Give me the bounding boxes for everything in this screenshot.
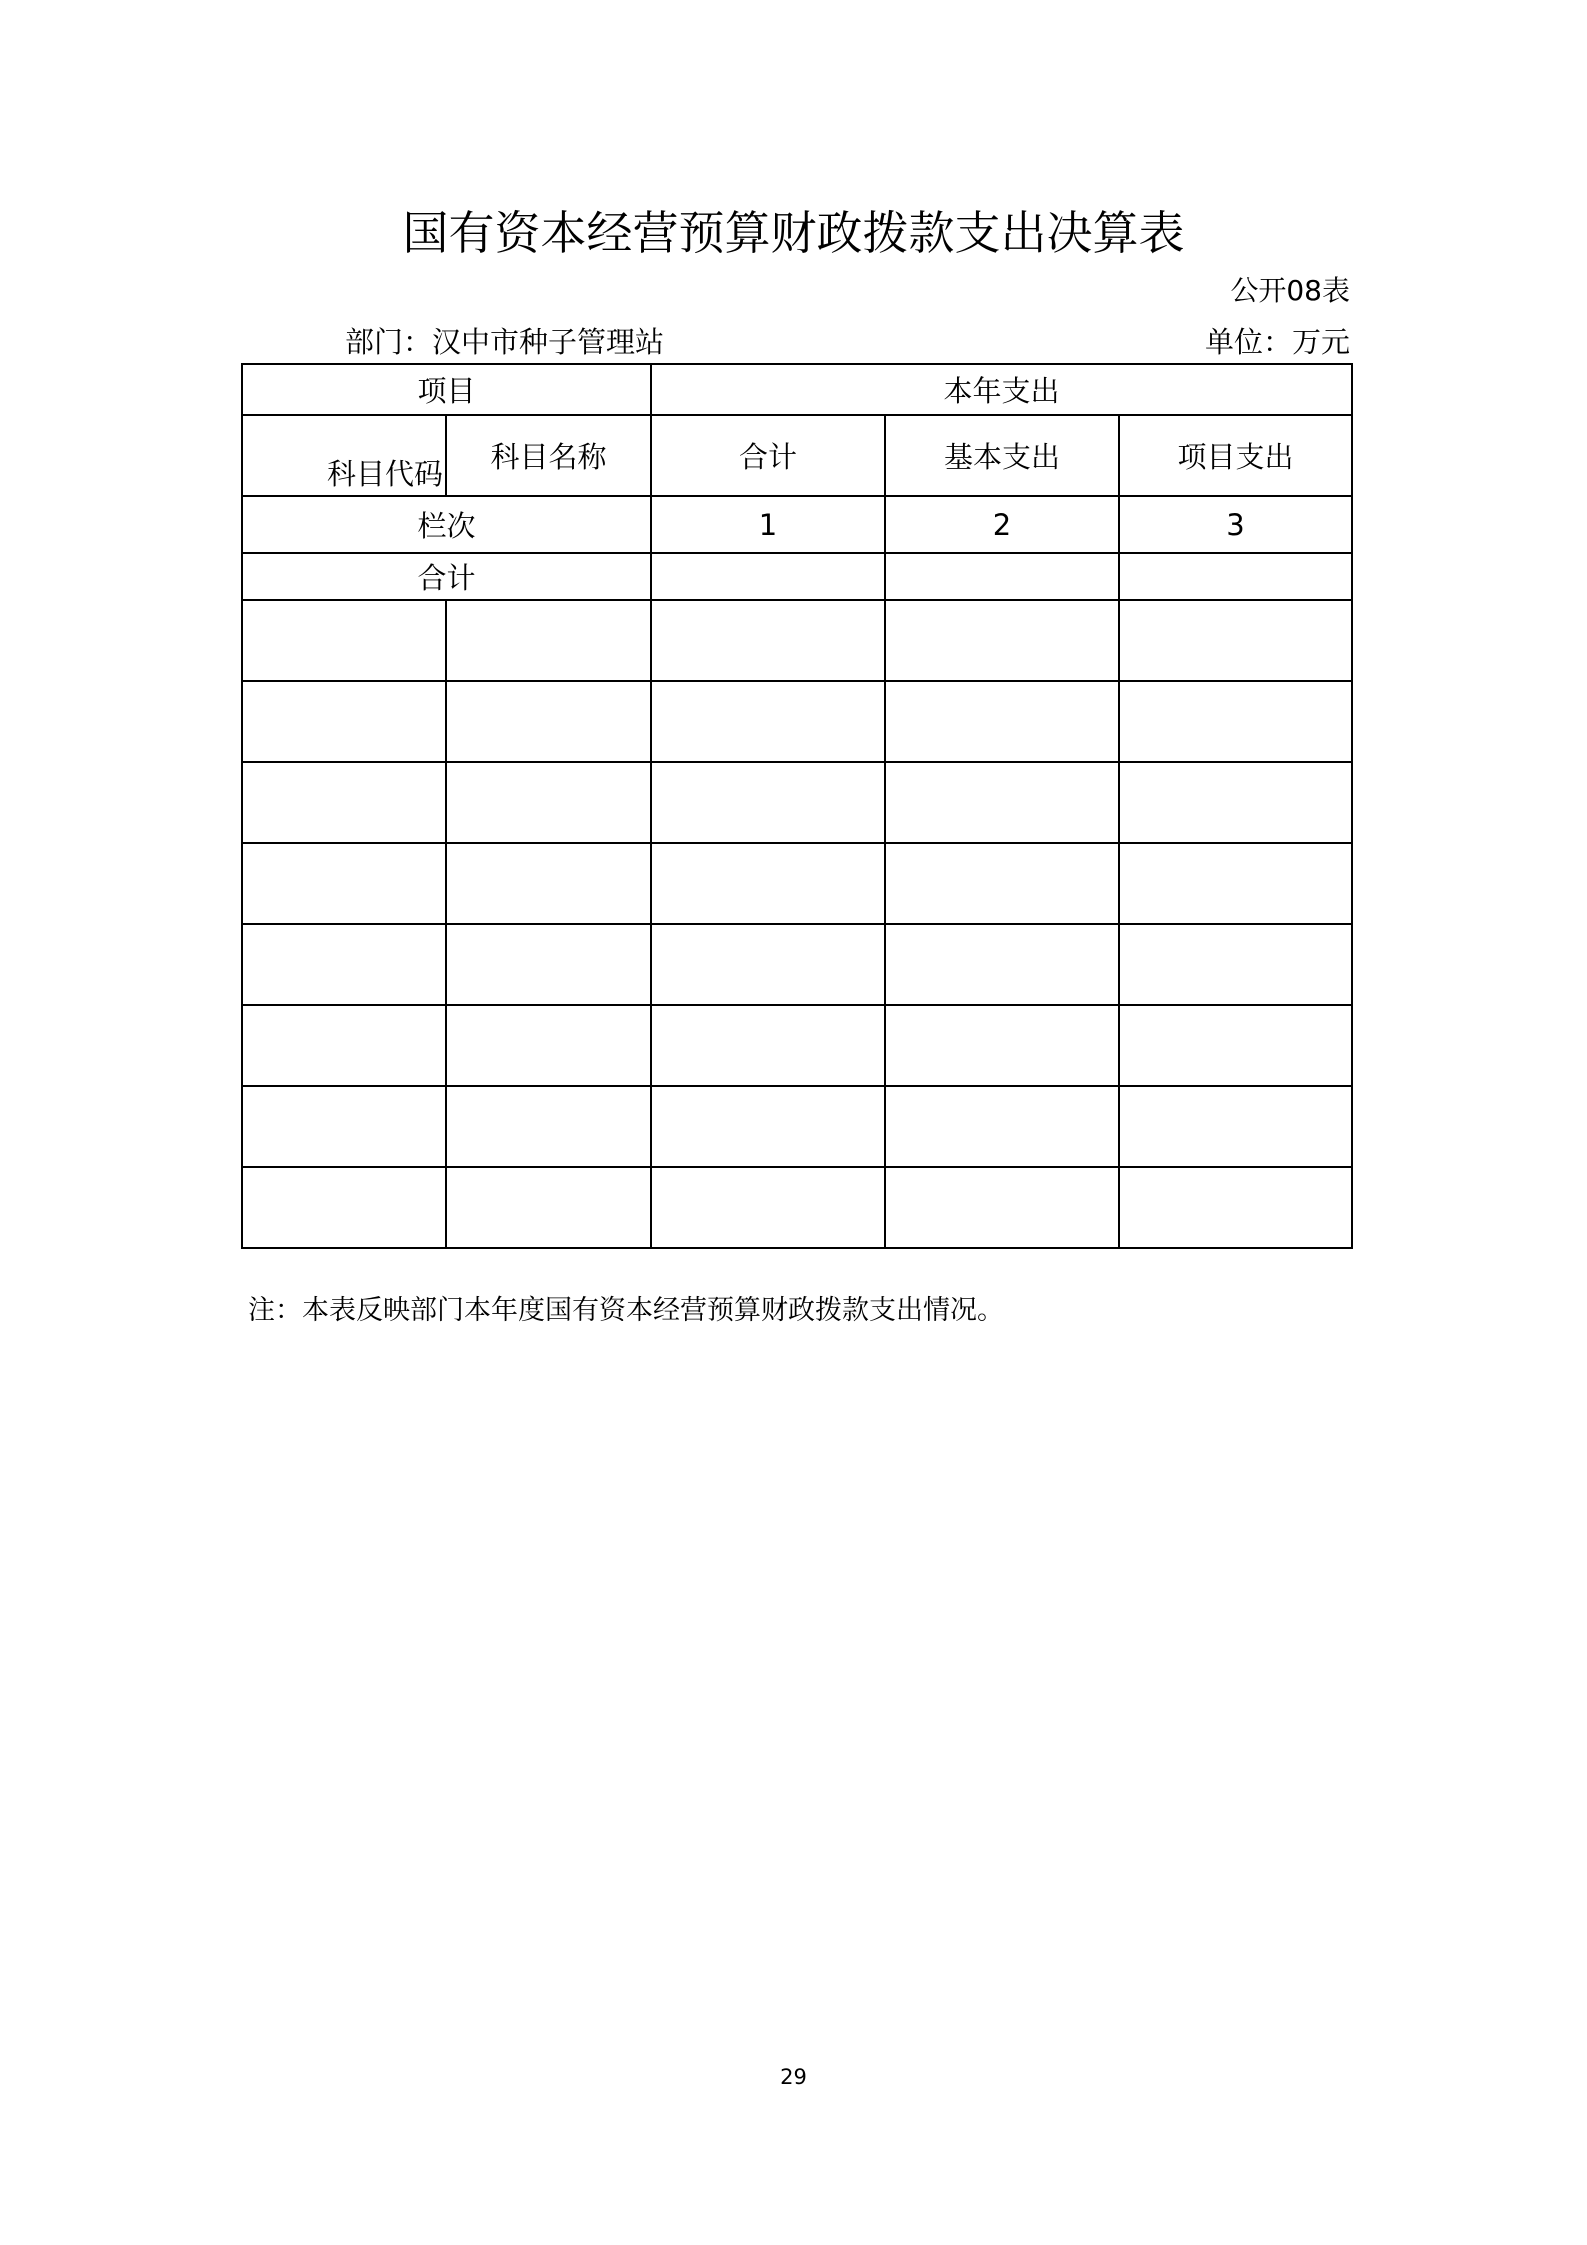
header-basic-expense: 基本支出 xyxy=(885,415,1119,496)
expenditure-table xyxy=(241,363,1353,1249)
table-cell xyxy=(1119,843,1352,924)
page-title: 国有资本经营预算财政拨款支出决算表 xyxy=(402,206,1185,260)
table-cell xyxy=(242,924,446,1005)
table-cell xyxy=(446,681,651,762)
table-cell xyxy=(242,600,446,681)
table-cell xyxy=(1119,1086,1352,1167)
table-cell xyxy=(242,843,446,924)
table-cell xyxy=(885,681,1119,762)
table-cell xyxy=(242,1005,446,1086)
header-project-expense: 项目支出 xyxy=(1119,415,1352,496)
table-cell xyxy=(885,600,1119,681)
total-cell xyxy=(885,553,1119,600)
unit-label: 单位：万元 xyxy=(1204,325,1350,359)
table-cell xyxy=(1119,1167,1352,1248)
header-total: 合计 xyxy=(651,415,885,496)
table-cell xyxy=(446,762,651,843)
index-3: 3 xyxy=(1119,496,1352,553)
table-cell xyxy=(651,762,885,843)
table-cell xyxy=(446,924,651,1005)
header-item: 项目 xyxy=(242,364,651,415)
table-cell xyxy=(1119,681,1352,762)
table-row xyxy=(242,1005,1352,1086)
table-cell xyxy=(651,1005,885,1086)
table-cell xyxy=(1119,600,1352,681)
table-cell xyxy=(1119,762,1352,843)
index-1: 1 xyxy=(651,496,885,553)
table-cell xyxy=(446,600,651,681)
table-cell xyxy=(1119,1005,1352,1086)
table-cell xyxy=(885,1005,1119,1086)
table-cell xyxy=(885,1086,1119,1167)
header-expense: 本年支出 xyxy=(651,364,1352,415)
index-row xyxy=(242,496,1352,553)
table-cell xyxy=(651,843,885,924)
header-row-1 xyxy=(242,364,1352,415)
table-cell xyxy=(242,681,446,762)
table-cell xyxy=(885,924,1119,1005)
index-label: 栏次 xyxy=(242,496,651,553)
form-number: 公开08表 xyxy=(1230,274,1350,307)
header-row-2 xyxy=(242,415,1352,496)
table-row xyxy=(242,681,1352,762)
subject-code-label: 科目代码 xyxy=(326,457,443,491)
table-cell xyxy=(446,843,651,924)
table-cell xyxy=(651,924,885,1005)
table-cell xyxy=(242,1086,446,1167)
table-cell xyxy=(446,1167,651,1248)
department-label: 部门：汉中市种子管理站 xyxy=(345,325,665,359)
index-2: 2 xyxy=(885,496,1119,553)
table-row xyxy=(242,1086,1352,1167)
header-subject-code xyxy=(242,415,446,496)
footnote: 注：本表反映部门本年度国有资本经营预算财政拨款支出情况。 xyxy=(248,1295,1004,1326)
table-cell xyxy=(885,1167,1119,1248)
table-cell xyxy=(242,1167,446,1248)
total-row xyxy=(242,553,1352,600)
table-row xyxy=(242,843,1352,924)
table-cell xyxy=(651,1167,885,1248)
table-cell xyxy=(885,762,1119,843)
table-row xyxy=(242,924,1352,1005)
table-row xyxy=(242,1167,1352,1248)
page-number: 29 xyxy=(780,2065,807,2089)
table-cell xyxy=(1119,924,1352,1005)
table-row xyxy=(242,600,1352,681)
total-label: 合计 xyxy=(242,553,651,600)
table-cell xyxy=(446,1086,651,1167)
table-cell xyxy=(651,681,885,762)
table-cell xyxy=(651,1086,885,1167)
table-row xyxy=(242,762,1352,843)
table-cell xyxy=(651,600,885,681)
table-cell xyxy=(242,762,446,843)
table-cell xyxy=(885,843,1119,924)
header-subject-name: 科目名称 xyxy=(446,415,651,496)
total-cell xyxy=(651,553,885,600)
total-cell xyxy=(1119,553,1352,600)
table-cell xyxy=(446,1005,651,1086)
